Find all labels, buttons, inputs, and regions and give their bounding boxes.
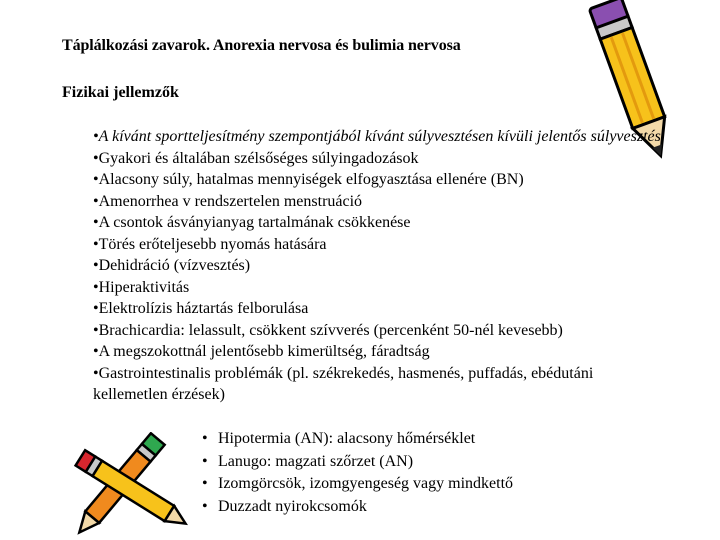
pencils-icon — [52, 432, 202, 540]
bullet-item: •Gyakori és általában szélsőséges súlyingadozások — [93, 149, 419, 167]
sub-bullet-list — [202, 428, 513, 518]
bullet-item: •A csontok ásványianyag tartalmának csökkenése — [93, 214, 411, 231]
bullet-item: •Brachicardia: lelassult, csökkent szívverés (percenként 50-nél kevesebb) — [93, 321, 563, 339]
sub-bullet-item: • Lanugo: magzati szőrzet (AN) — [202, 452, 414, 470]
bullet-list — [93, 126, 668, 406]
bullet-item: •Alacsony súly, hatalmas mennyiségek elfogyasztása ellenére (BN) — [93, 171, 524, 188]
bullet-item: •A kívánt sportteljesítmény szempontjából kívánt súlyvesztésen kívüli jelentős súlyvesztés — [93, 128, 661, 145]
bullet-item: •Amenorrhea v rendszertelen menstruáció — [93, 192, 363, 210]
bullet-item: •Hiperaktivitás — [93, 278, 190, 296]
slide-title: Táplálkozási zavarok. Anorexia nervosa és bulimia nervosa — [62, 37, 461, 54]
sub-bullet-item: • Hipotermia (AN): alacsony hőmérséklet — [202, 430, 476, 447]
bullet-item: •Gastrointestinalis problémák (pl. székrekedés, hasmenés, puffadás, ebédutáni kellemetlen érzések) — [93, 364, 594, 403]
bullet-item: •Dehidráció (vízvesztés) — [93, 257, 251, 274]
bullet-item: •Elektrolízis háztartás felborulása — [93, 300, 309, 317]
bullet-item: •Törés erőteljesebb nyomás hatására — [93, 235, 327, 253]
section-heading: Fizikai jellemzők — [62, 84, 179, 101]
sub-bullet-item: • Izomgörcsök, izomgyengeség vagy mindkettő — [202, 475, 514, 492]
bullet-item: •A megszokottnál jelentősebb kimerültség, fáradtság — [93, 343, 430, 360]
sub-bullet-item: • Duzzadt nyirokcsomók — [202, 497, 367, 515]
